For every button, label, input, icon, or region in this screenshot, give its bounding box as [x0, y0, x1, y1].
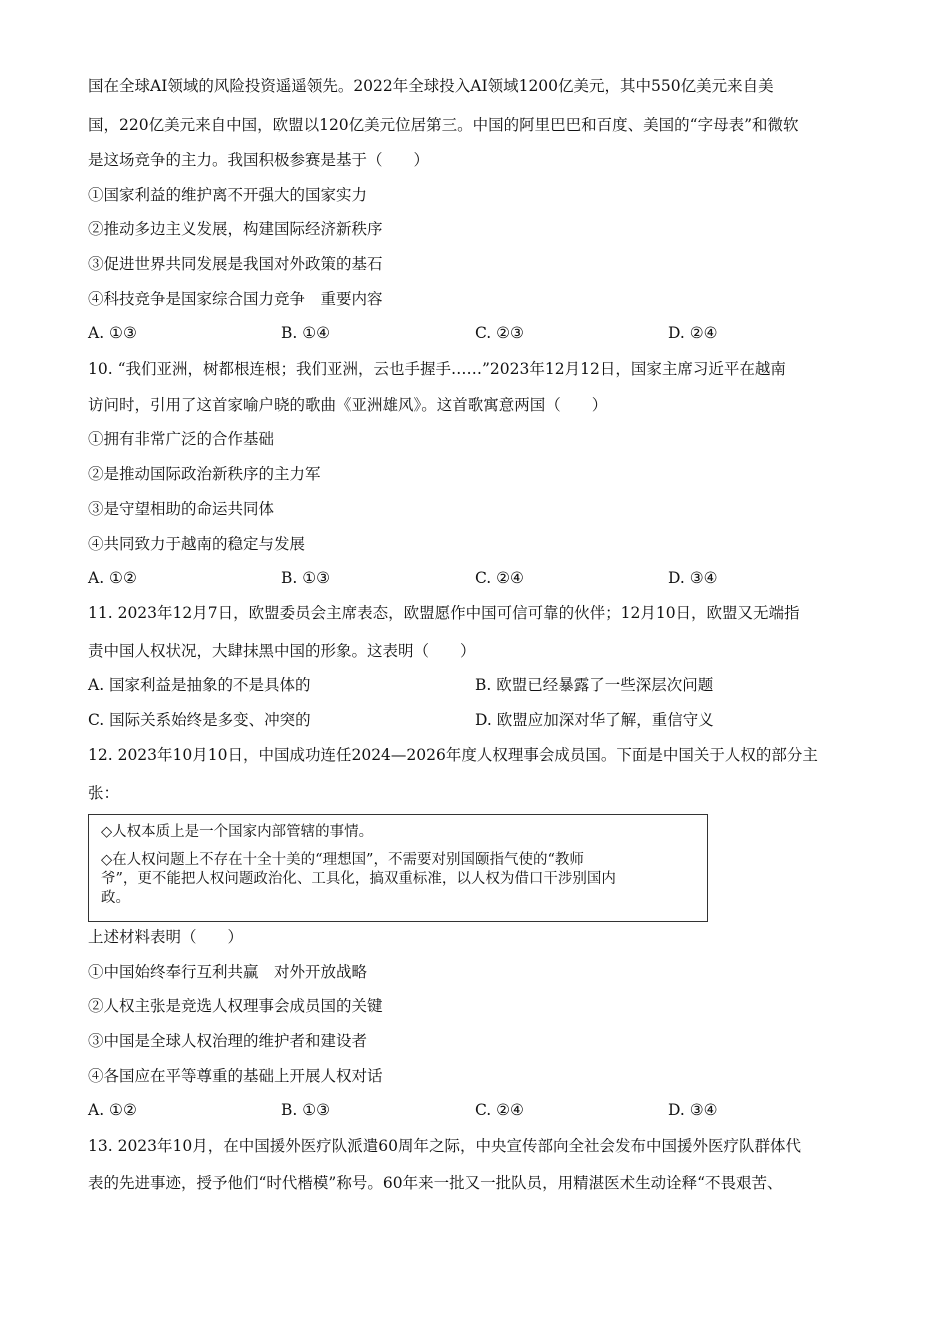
material-box-line-4: 政。: [101, 890, 130, 906]
material-box: [88, 814, 708, 922]
q9-stem-line-3: 是这场竞争的主力。我国积极参赛是基于（ ）: [88, 151, 430, 169]
q12-after-box: 上述材料表明（ ）: [88, 928, 244, 946]
q11-stem-line-1: 11. 2023年12月7日，欧盟委员会主席表态，欧盟愿作中国可信可靠的伙伴；12月10日，欧盟又无端指: [88, 604, 800, 622]
q9-option-a: A. ①③: [88, 324, 137, 342]
q13-stem-line-1: 13. 2023年10月，在中国援外医疗队派遣60周年之际，中央宣传部向全社会发布中国援外医疗队群体代: [88, 1137, 801, 1155]
q12-option-b: B. ①③: [281, 1101, 331, 1119]
q12-statement-1: ①中国始终奉行互利共赢 对外开放战略: [88, 963, 368, 981]
q13-stem-line-2: 表的先进事迹，授予他们“时代楷模”称号。60年来一批又一批队员，用精湛医术生动诠释“不畏艰苦、: [88, 1174, 783, 1192]
q12-statement-4: ④各国应在平等尊重的基础上开展人权对话: [88, 1067, 383, 1085]
material-box-line-1: ◇人权本质上是一个国家内部管辖的事情。: [101, 824, 374, 840]
q10-option-c: C. ②④: [475, 569, 524, 587]
q10-option-a: A. ①②: [88, 569, 137, 587]
q10-stem-line-1: 10. “我们亚洲，树都根连根；我们亚洲，云也手握手……”2023年12月12日，国家主席习近平在越南: [88, 360, 786, 378]
q9-statement-3: ③促进世界共同发展是我国对外政策的基石: [88, 255, 383, 273]
q11-option-c: C. 国际关系始终是多变、冲突的: [88, 711, 311, 729]
q10-stem-line-2: 访问时，引用了这首家喻户晓的歌曲《亚洲雄风》。这首歌寓意两国（ ）: [88, 396, 608, 414]
q12-option-d: D. ③④: [668, 1101, 718, 1119]
q12-stem-line-2: 张：: [88, 784, 120, 802]
q9-statement-1: ①国家利益的维护离不开强大的国家实力: [88, 186, 368, 204]
q10-option-b: B. ①③: [281, 569, 331, 587]
q10-statement-1: ①拥有非常广泛的合作基础: [88, 430, 275, 448]
q12-option-c: C. ②④: [475, 1101, 524, 1119]
material-box-line-2: ◇在人权问题上不存在十全十美的“理想国”，不需要对别国颐指气使的“教师: [101, 852, 584, 868]
q12-option-a: A. ①②: [88, 1101, 137, 1119]
q9-stem-line-2: 国，220亿美元来自中国，欧盟以120亿美元位居第三。中国的阿里巴巴和百度、美国的“字母表”和微软: [88, 116, 799, 134]
q11-option-a: A. 国家利益是抽象的不是具体的: [88, 676, 311, 694]
q11-option-d: D. 欧盟应加深对华了解，重信守义: [475, 711, 714, 729]
q12-statement-2: ②人权主张是竞选人权理事会成员国的关键: [88, 997, 383, 1015]
q9-statement-4: ④科技竞争是国家综合国力竞争 重要内容: [88, 290, 383, 308]
q9-option-c: C. ②③: [475, 324, 524, 342]
q11-stem-line-2: 责中国人权状况，大肆抹黑中国的形象。这表明（ ）: [88, 642, 476, 660]
q9-option-d: D. ②④: [668, 324, 718, 342]
q11-option-b: B. 欧盟已经暴露了一些深层次问题: [475, 676, 714, 694]
q9-option-b: B. ①④: [281, 324, 331, 342]
material-box-line-3: 爷”，更不能把人权问题政治化、工具化，搞双重标准，以人权为借口干涉别国内: [101, 871, 616, 887]
q12-statement-3: ③中国是全球人权治理的维护者和建设者: [88, 1032, 368, 1050]
q10-statement-2: ②是推动国际政治新秩序的主力军: [88, 465, 321, 483]
q12-stem-line-1: 12. 2023年10月10日，中国成功连任2024—2026年度人权理事会成员国。下面是中国关于人权的部分主: [88, 746, 818, 764]
q9-stem-line-1: 国在全球AI领域的风险投资遥遥领先。2022年全球投入AI领域1200亿美元，其中550亿美元来自美: [88, 77, 774, 95]
q10-statement-3: ③是守望相助的命运共同体: [88, 500, 275, 518]
q9-statement-2: ②推动多边主义发展，构建国际经济新秩序: [88, 220, 383, 238]
q10-statement-4: ④共同致力于越南的稳定与发展: [88, 535, 306, 553]
q10-option-d: D. ③④: [668, 569, 718, 587]
